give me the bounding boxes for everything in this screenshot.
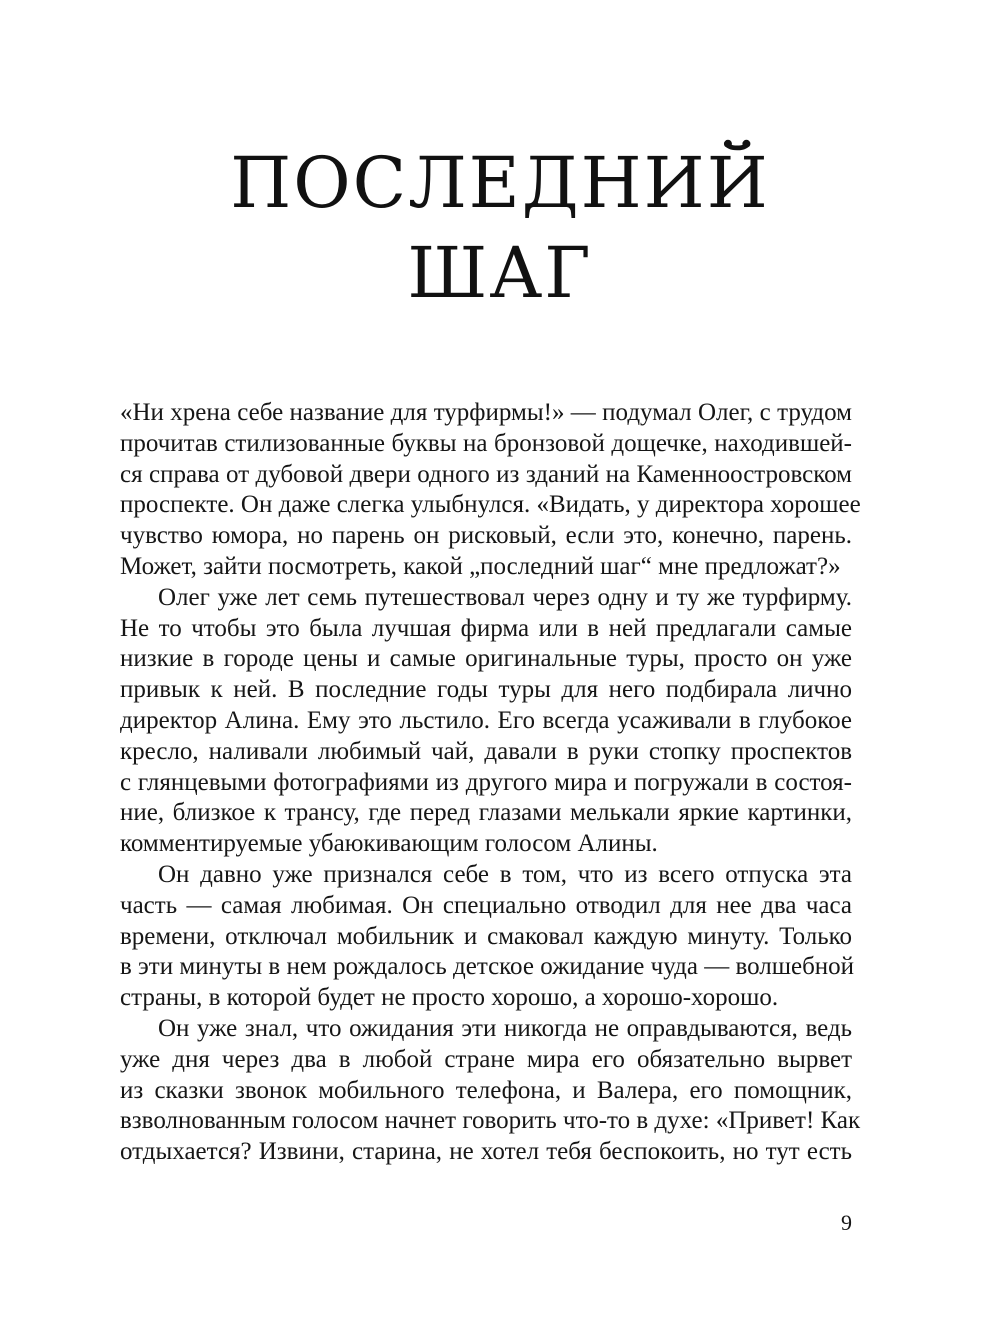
text-line: прочитав стилизованные буквы на бронзовой дощечке, находившей- [120, 429, 852, 457]
text-line: Может, зайти посмотреть, какой „последний шаг“ мне предложат?» [120, 552, 841, 580]
text-line: директор Алина. Ему это льстило. Его всегда усаживали в глубокое [120, 706, 852, 734]
text-line: Он давно уже признался себе в том, что из всего отпуска эта [158, 860, 852, 888]
text-line: часть — самая любимая. Он специально отводил для нее два часа [120, 891, 852, 919]
text-line: «Ни хрена себе название для турфирмы!» — подумал Олег, с трудом [120, 399, 852, 426]
text-line: Не то чтобы это была лучшая фирма или в ней предлагали самые [120, 614, 852, 642]
text-line: отдыхается? Извини, старина, не хотел тебя беспокоить, но тут есть [120, 1138, 852, 1166]
paragraph-4 [120, 1014, 861, 1168]
text-line: взволнованным голосом начнет говорить что-то в духе: «Привет! Как [120, 1107, 861, 1135]
text-line: из сказки звонок мобильного телефона, и Валера, его помощник, [120, 1076, 852, 1104]
text-line: с глянцевыми фотографиями из другого мира и погружали в состоя- [120, 768, 852, 796]
text-line: уже дня через два в любой стране мира его обязательно вырвет [120, 1045, 852, 1073]
text-line: страны, в которой будет не просто хорошо, а хорошо-хорошо. [120, 984, 779, 1012]
text-line: ся справа от дубовой двери одного из зданий на Каменноостровском [120, 460, 852, 488]
paragraph-1 [120, 398, 861, 583]
text-line: кресло, наливали любимый чай, давали в руки стопку проспектов [120, 737, 852, 765]
chapter-body [120, 398, 861, 1168]
text-line: комментируемые убаюкивающим голосом Алины. [120, 830, 658, 858]
chapter-title-line-2: ШАГ [407, 232, 593, 314]
paragraph-3 [120, 860, 855, 1014]
text-line: чувство юмора, но парень он рисковый, если это, конечно, парень. [120, 522, 852, 550]
text-line: Он уже знал, что ожидания эти никогда не оправдываются, ведь [158, 1014, 852, 1042]
text-line: низкие в городе цены и самые оригинальные туры, просто он уже [120, 645, 852, 673]
page-number: 9 [841, 1210, 852, 1235]
paragraph-2 [120, 583, 852, 860]
text-line: привык к ней. В последние годы туры для него подбирала лично [120, 676, 852, 704]
text-line: проспекте. Он даже слегка улыбнулся. «Видать, у директора хорошее [120, 491, 861, 519]
chapter-title [0, 138, 1000, 318]
text-line: времени, отключал мобильник и смаковал каждую минуту. Только [120, 922, 852, 950]
text-line: в эти минуты в нем рождалось детское ожидание чуда — волшебной [120, 953, 855, 981]
text-line: Олег уже лет семь путешествовал через одну и ту же турфирму. [158, 583, 852, 611]
chapter-title-line-1: ПОСЛЕДНИЙ [230, 142, 770, 224]
text-line: ние, близкое к трансу, где перед глазами мелькали яркие картинки, [120, 799, 852, 827]
